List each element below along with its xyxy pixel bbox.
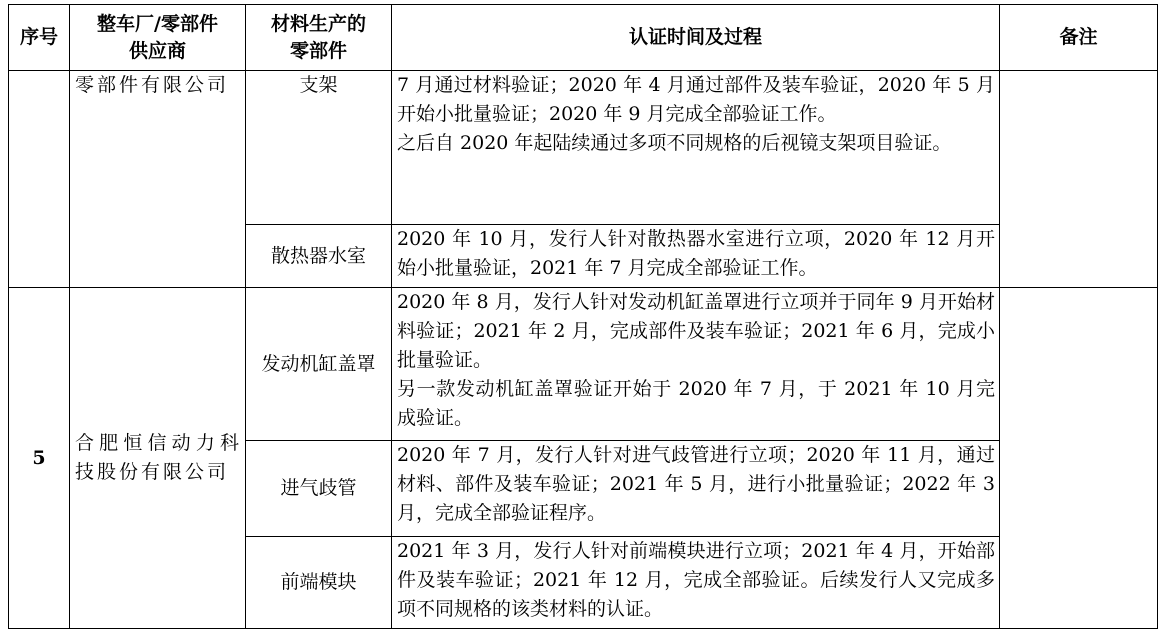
row-no-cell: 5 — [9, 288, 70, 629]
part-cell: 发动机缸盖罩 — [246, 288, 392, 441]
header-process: 认证时间及过程 — [392, 5, 1000, 71]
part-cell: 前端模块 — [246, 537, 392, 629]
process-cell — [392, 537, 1000, 629]
header-part: 材料生产的 零部件 — [246, 5, 392, 71]
part-cell: 进气歧管 — [246, 441, 392, 537]
process-cell — [392, 441, 1000, 537]
header-supplier: 整车厂/零部件 供应商 — [70, 5, 246, 71]
process-paragraph: 2020 年 7 月，发行人针对进气歧管进行立项；2020 年 11 月，通过材料、部件及装车验证；2021 年 5 月，进行小批量验证；2022 年 3 月，完成全部验证程序。 — [397, 444, 995, 524]
process-cell — [392, 225, 1000, 288]
process-paragraph: 2020 年 8 月，发行人针对发动机缸盖罩进行立项并于同年 9 月开始材料验证；2021 年 2 月，完成部件及装车验证；2021 年 6 月，完成小批量验证。 — [397, 291, 995, 371]
table-row — [9, 288, 1158, 441]
supplier-cell: 零部件有限公司 — [70, 71, 246, 288]
header-no: 序号 — [9, 5, 70, 71]
process-paragraph: 2021 年 3 月，发行人针对前端模块进行立项；2021 年 4 月，开始部件及装车验证；2021 年 12 月，完成全部验证。后续发行人又完成多项不同规格的该类材料的认证。 — [397, 540, 995, 620]
note-cell — [1000, 288, 1158, 629]
header-note: 备注 — [1000, 5, 1158, 71]
supplier-cell: 合肥恒信动力科技股份有限公司 — [70, 288, 246, 629]
process-cell — [392, 288, 1000, 441]
process-paragraph: 另一款发动机缸盖罩验证开始于 2020 年 7 月，于 2021 年 10 月完成验证。 — [397, 378, 995, 429]
process-paragraph: 之后自 2020 年起陆续通过多项不同规格的后视镜支架项目验证。 — [397, 132, 952, 154]
header-row — [9, 5, 1158, 71]
table-row — [9, 71, 1158, 225]
note-cell — [1000, 71, 1158, 288]
part-cell: 散热器水室 — [246, 225, 392, 288]
certification-table — [8, 4, 1158, 629]
row-no-cell — [9, 71, 70, 288]
process-paragraph: 7 月通过材料验证；2020 年 4 月通过部件及装车验证，2020 年 5 月开始小批量验证；2020 年 9 月完成全部验证工作。 — [397, 74, 995, 125]
process-cell — [392, 71, 1000, 225]
part-cell: 支架 — [246, 71, 392, 225]
process-paragraph: 2020 年 10 月，发行人针对散热器水室进行立项，2020 年 12 月开始小批量验证，2021 年 7 月完成全部验证工作。 — [397, 228, 995, 279]
